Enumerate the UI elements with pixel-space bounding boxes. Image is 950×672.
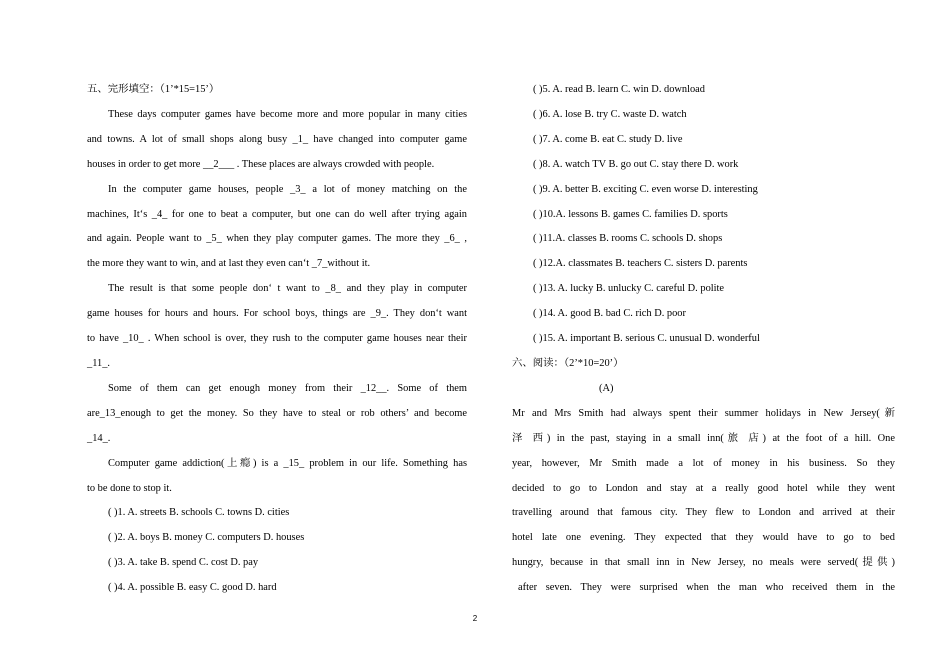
question-item: ( )8. A. watch TV B. go out C. stay there D. work [533, 158, 739, 170]
reading-line: after seven. They were surprised when the man who received them in the [518, 582, 895, 594]
reading-line: hotel late one evening. They expected that they would have to go to bed [512, 532, 895, 544]
passage-line: These days computer games have become more and more popular in many cities [108, 108, 467, 120]
reading-line: hungry, because in that small inn in New Jersey, no meals were served(提供) [512, 557, 895, 569]
passage-line: to be done to stop it. [87, 482, 172, 494]
passage-line: are_13_enough to get the money. So they have to steal or rob others’ and become [87, 407, 467, 419]
reading-line: Mr and Mrs Smith had always spent their summer holidays in New Jersey(新 [512, 407, 895, 419]
passage-line: machines, It‘s _4_ for one to beat a computer, but one can do well after trying again [87, 208, 467, 220]
question-item: ( )15. A. important B. serious C. unusual D. wonderful [533, 333, 760, 345]
question-item: ( )6. A. lose B. try C. waste D. watch [533, 108, 687, 120]
passage-line: Some of them can get enough money from their _12__. Some of them [108, 382, 467, 394]
passage-line: game houses for hours and hours. For school boys, things are _9_. They don‘t want [87, 308, 467, 320]
question-item: ( )5. A. read B. learn C. win D. download [533, 84, 705, 95]
question-item: ( )1. A. streets B. schools C. towns D. cities [108, 507, 290, 519]
passage-line: the more they want to win, and at last they even can‘t _7_without it. [87, 258, 371, 270]
page-number: 2 [472, 614, 478, 623]
question-item: ( )4. A. possible B. easy C. good D. hard [108, 582, 277, 594]
question-item: ( )13. A. lucky B. unlucky C. careful D. polite [533, 283, 725, 295]
question-item: ( )11.A. classes B. rooms C. schools D. shops [533, 233, 723, 245]
passage-line: to have _10_ . When school is over, they rush to the computer game houses near their [87, 333, 467, 345]
reading-line: travelling around that famous city. They flew to London and arrived at their [512, 507, 895, 519]
section-six-heading: 六、阅读：（2’*10=20’） [512, 357, 624, 369]
passage-line: and towns. A lot of small shops along busy _1_ have changed into computer game [87, 133, 467, 145]
question-item: ( )2. A. boys B. money C. computers D. houses [108, 532, 305, 544]
left-column [87, 78, 467, 601]
right-column [512, 78, 895, 601]
question-item: ( )12.A. classmates B. teachers C. sisters D. parents [533, 258, 748, 270]
passage-line: _14_. [87, 432, 111, 444]
question-item: ( )10.A. lessons B. games C. families D. sports [533, 208, 728, 220]
reading-line: 泽 西) in the past, staying in a small inn(旅 店) at the foot of a hill. One [512, 432, 895, 444]
question-item: ( )3. A. take B. spend C. cost D. pay [108, 557, 259, 569]
section-five-heading: 五、完形填空：（1’*15=15’） [87, 84, 220, 95]
passage-line: The result is that some people don‘ t want to _8_ and they play in computer [108, 283, 467, 295]
passage-line: Computer game addiction(上瘾) is a _15_ problem in our life. Something has [108, 457, 467, 469]
question-item: ( )9. A. better B. exciting C. even worse D. interesting [533, 183, 758, 195]
reading-line: decided to go to London and stay at a really good hotel while they went [512, 482, 895, 494]
reading-line: year, however, Mr Smith made a lot of money in his business. So they [512, 457, 895, 469]
passage-line: houses in order to get more __2___ . These places are always crowded with people. [87, 158, 435, 170]
question-item: ( )14. A. good B. bad C. rich D. poor [533, 308, 686, 320]
question-item: ( )7. A. come B. eat C. study D. live [533, 133, 683, 145]
passage-line: In the computer game houses, people _3_ a lot of money matching on the [108, 183, 467, 195]
passage-line: and again. People want to _5_ when they play computer games. The more they _6_ , [87, 233, 467, 245]
passage-line: _11_. [87, 357, 110, 369]
passage-a-title: (A) [599, 382, 614, 394]
